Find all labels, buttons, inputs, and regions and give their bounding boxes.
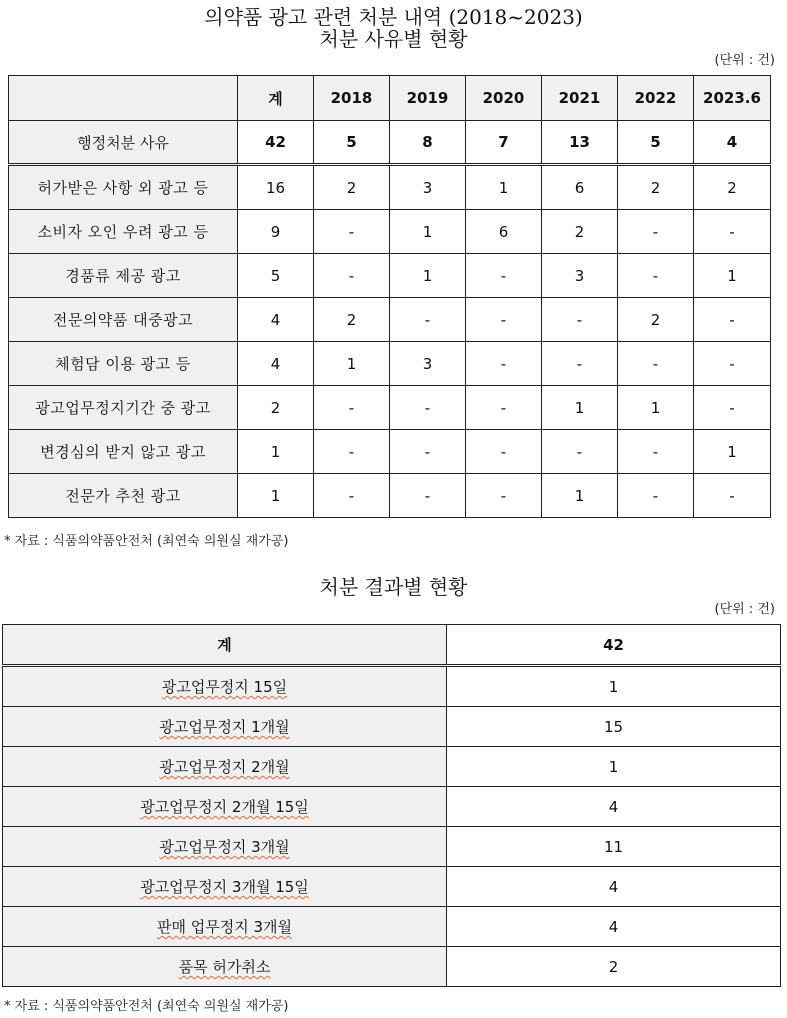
table-row <box>3 947 781 987</box>
total-row <box>9 121 771 165</box>
header-cell: 계 <box>238 76 314 121</box>
header-cell <box>9 76 238 121</box>
row-label: 광고업무정지기간 중 광고 <box>9 386 238 430</box>
table-cell: 42 <box>447 625 781 666</box>
header-cell: 2018 <box>314 76 390 121</box>
table-cell: 15 <box>447 707 781 747</box>
row-label-text: 광고업무정지 2개월 15일 <box>140 798 309 816</box>
table-cell: 4 <box>447 867 781 907</box>
table-row <box>9 342 771 386</box>
table-cell: 1 <box>542 386 618 430</box>
row-label <box>3 867 447 907</box>
table-cell: 1 <box>447 666 781 707</box>
table-cell: 11 <box>447 827 781 867</box>
table-cell: - <box>466 430 542 474</box>
row-label: 변경심의 받지 않고 광고 <box>9 430 238 474</box>
row-label <box>3 827 447 867</box>
row-label <box>3 666 447 707</box>
table-row <box>9 430 771 474</box>
result-section-title: 처분 결과별 현황 <box>319 575 468 599</box>
row-label <box>3 907 447 947</box>
table-cell: 2 <box>618 165 694 210</box>
row-label: 전문의약품 대중광고 <box>9 298 238 342</box>
table-cell: - <box>542 342 618 386</box>
table-cell: 5 <box>618 121 694 165</box>
table-cell: 2 <box>314 298 390 342</box>
header-cell: 2021 <box>542 76 618 121</box>
table-cell: - <box>390 298 466 342</box>
table-cell: 8 <box>390 121 466 165</box>
row-label-text: 광고업무정지 3개월 <box>159 838 290 856</box>
table-cell: 1 <box>314 342 390 386</box>
row-label-text: 판매 업무정지 3개월 <box>156 918 292 936</box>
reason-table <box>8 75 771 518</box>
table-cell: 1 <box>542 474 618 518</box>
table-cell: 16 <box>238 165 314 210</box>
table-cell: 1 <box>390 210 466 254</box>
row-label: 전문가 추천 광고 <box>9 474 238 518</box>
table-cell: - <box>466 474 542 518</box>
total-row <box>3 625 781 666</box>
table-cell: - <box>466 254 542 298</box>
table-cell: 13 <box>542 121 618 165</box>
table-cell: 2 <box>694 165 771 210</box>
table-cell: - <box>694 474 771 518</box>
table-cell: 4 <box>238 342 314 386</box>
row-label-text: 광고업무정지 3개월 15일 <box>140 878 309 896</box>
row-label-text: 광고업무정지 2개월 <box>159 758 290 776</box>
header-cell: 2019 <box>390 76 466 121</box>
table-cell: - <box>314 430 390 474</box>
table-row <box>3 867 781 907</box>
table-cell: 5 <box>314 121 390 165</box>
table-cell: 2 <box>238 386 314 430</box>
table-cell: 2 <box>542 210 618 254</box>
table-cell: 6 <box>466 210 542 254</box>
header-cell: 2022 <box>618 76 694 121</box>
table-row <box>3 666 781 707</box>
table-cell: 9 <box>238 210 314 254</box>
table-row <box>3 787 781 827</box>
table-row <box>9 165 771 210</box>
table-cell: 7 <box>466 121 542 165</box>
unit-label: (단위 : 건) <box>714 602 775 617</box>
table-cell: 3 <box>542 254 618 298</box>
table-row <box>9 386 771 430</box>
table-cell: - <box>542 430 618 474</box>
row-label <box>3 947 447 987</box>
table-cell: 1 <box>618 386 694 430</box>
reason-section-title: 처분 사유별 현황 <box>319 27 468 51</box>
table-cell: 1 <box>238 430 314 474</box>
table-cell: - <box>618 254 694 298</box>
table-cell: - <box>618 210 694 254</box>
table-cell: - <box>618 474 694 518</box>
table-cell: - <box>466 386 542 430</box>
table-cell: 4 <box>447 907 781 947</box>
page-title: 의약품 광고 관련 처분 내역 (2018~2023) <box>204 5 583 29</box>
table-cell: - <box>314 254 390 298</box>
table-cell: - <box>466 298 542 342</box>
row-label-text: 광고업무정지 15일 <box>161 678 288 696</box>
table-cell: 2 <box>447 947 781 987</box>
row-label: 행정처분 사유 <box>9 121 238 165</box>
table-cell: 3 <box>390 165 466 210</box>
table-row <box>3 747 781 787</box>
table-row <box>9 254 771 298</box>
table-cell: - <box>390 386 466 430</box>
table-cell: 1 <box>390 254 466 298</box>
table-cell: - <box>314 386 390 430</box>
table-cell: 42 <box>238 121 314 165</box>
row-label: 체험담 이용 광고 등 <box>9 342 238 386</box>
source-note: * 자료 : 식품의약품안전처 (최연숙 의원실 재가공) <box>4 999 289 1014</box>
table-cell: 1 <box>447 747 781 787</box>
table-cell: - <box>390 474 466 518</box>
table-row <box>3 707 781 747</box>
table-row <box>9 298 771 342</box>
table-cell: 1 <box>694 254 771 298</box>
table-cell: - <box>466 342 542 386</box>
row-label: 소비자 오인 우려 광고 등 <box>9 210 238 254</box>
table-row <box>3 827 781 867</box>
unit-label: (단위 : 건) <box>714 53 775 68</box>
table-cell: 3 <box>390 342 466 386</box>
table-cell: 2 <box>314 165 390 210</box>
table-cell: - <box>314 474 390 518</box>
table-cell: - <box>542 298 618 342</box>
table-cell: 1 <box>466 165 542 210</box>
table-cell: - <box>618 430 694 474</box>
table-cell: 4 <box>447 787 781 827</box>
table-cell: - <box>694 342 771 386</box>
table-cell: - <box>694 386 771 430</box>
source-note: * 자료 : 식품의약품안전처 (최연숙 의원실 재가공) <box>4 534 289 549</box>
table-cell: - <box>694 210 771 254</box>
table-row <box>9 210 771 254</box>
row-label <box>3 707 447 747</box>
table-cell: 1 <box>238 474 314 518</box>
table-header-row <box>9 76 771 121</box>
table-cell: 4 <box>238 298 314 342</box>
row-label: 경품류 제공 광고 <box>9 254 238 298</box>
table-row <box>9 474 771 518</box>
table-cell: 4 <box>694 121 771 165</box>
header-cell: 2020 <box>466 76 542 121</box>
table-cell: - <box>390 430 466 474</box>
table-cell: - <box>618 342 694 386</box>
result-table <box>2 624 781 987</box>
row-label: 허가받은 사항 외 광고 등 <box>9 165 238 210</box>
table-cell: 5 <box>238 254 314 298</box>
header-cell: 2023.6 <box>694 76 771 121</box>
row-label: 계 <box>3 625 447 666</box>
table-row <box>3 907 781 947</box>
table-cell: 1 <box>694 430 771 474</box>
row-label-text: 광고업무정지 1개월 <box>159 718 290 736</box>
row-label <box>3 747 447 787</box>
row-label <box>3 787 447 827</box>
table-cell: 2 <box>618 298 694 342</box>
table-cell: - <box>694 298 771 342</box>
table-cell: - <box>314 210 390 254</box>
row-label-text: 품목 허가취소 <box>178 958 271 976</box>
table-cell: 6 <box>542 165 618 210</box>
